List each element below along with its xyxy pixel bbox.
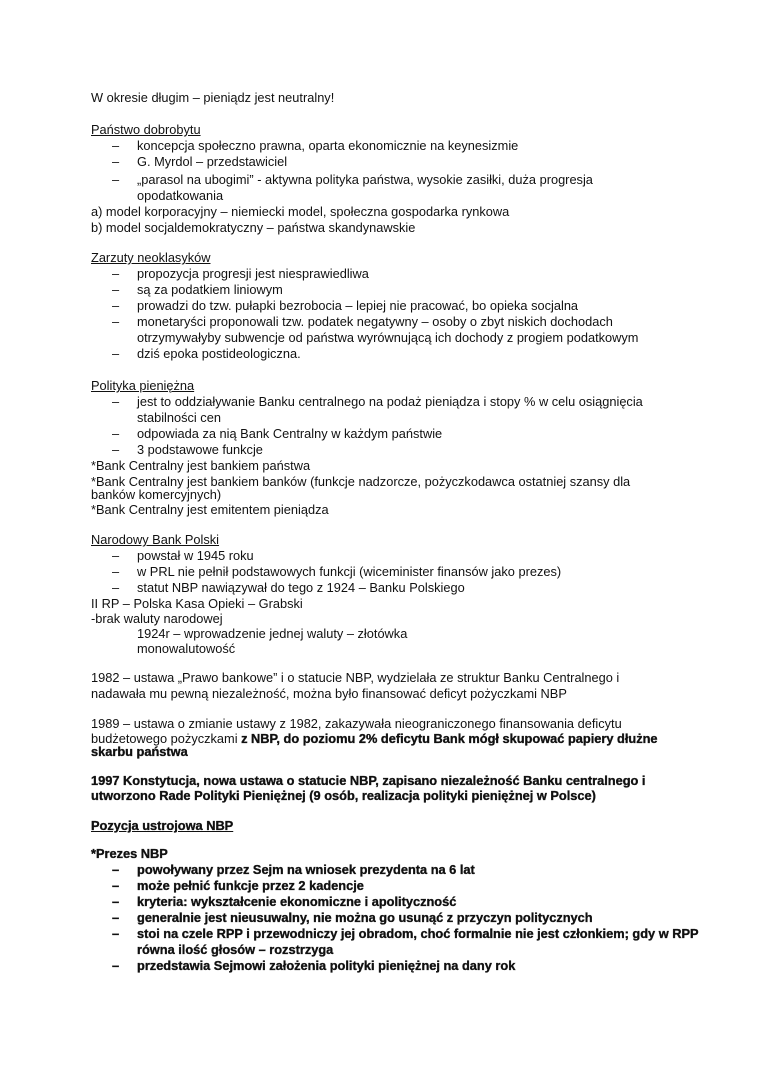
- heading-pozycja-ustrojowa: Pozycja ustrojowa NBP: [91, 818, 234, 833]
- bullet-dash: –: [112, 394, 120, 409]
- bullet-dash: –: [112, 298, 120, 313]
- bank-line: *Bank Centralny jest bankiem państwa: [91, 458, 311, 473]
- list-item: – propozycja progresji jest niesprawiedliwa: [112, 266, 369, 281]
- list-item: – odpowiada za nią Bank Centralny w każdym państwie: [112, 426, 443, 441]
- list-item-continuation: równa ilość głosów – rozstrzyga: [137, 942, 334, 957]
- bullet-dash: –: [112, 910, 120, 925]
- list-zarzuty: [91, 266, 638, 362]
- paragraph-1982: 1982 – ustawa „Prawo bankowe” i o statucie NBP, wydzielała ze struktur Banku Centralnego i: [91, 670, 620, 685]
- bullet-dash: –: [112, 926, 120, 941]
- model-b-line: b) model socjaldemokratyczny – państwa skandynawskie: [91, 220, 416, 235]
- bullet-dash: –: [112, 564, 120, 579]
- list-item: – „parasol na ubogimi” - aktywna polityka państwa, wysokie zasiłki, duża progresja: [112, 172, 593, 187]
- paragraph-1982: nadawała mu pewną niezależność, można było finansować deficyt pożyczkami NBP: [91, 686, 567, 701]
- indented-line: monowalutowość: [137, 641, 236, 656]
- bullet-dash: –: [112, 894, 120, 909]
- bullet-dash: –: [112, 548, 120, 563]
- bullet-dash: –: [112, 314, 120, 329]
- list-item: – generalnie jest nieusuwalny, nie można go usunąć z przyczyn politycznych: [112, 910, 593, 925]
- brak-waluty-line: -brak waluty narodowej: [91, 611, 223, 626]
- heading-narodowy-bank-polski: Narodowy Bank Polski: [91, 532, 220, 547]
- intro-line: W okresie długim – pieniądz jest neutralny!: [91, 90, 335, 105]
- paragraph-1989: skarbu państwa: [91, 744, 188, 759]
- list-item: – 3 podstawowe funkcje: [112, 442, 263, 457]
- bullet-dash: –: [112, 172, 120, 187]
- ii-rp-line: II RP – Polska Kasa Opieki – Grabski: [91, 596, 303, 611]
- list-item: – stoi na czele RPP i przewodniczy jej obradom, choć formalnie nie jest członkiem; gdy w RPP: [112, 926, 699, 941]
- list-panstwo-dobrobytu: [91, 138, 593, 204]
- heading-zarzuty-neoklasykow: Zarzuty neoklasyków: [91, 250, 211, 265]
- bank-line: *Bank Centralny jest bankiem banków (funkcje nadzorcze, pożyczkodawca ostatniej szansy dla: [91, 474, 631, 489]
- bullet-dash: –: [112, 282, 120, 297]
- bank-line: banków komercyjnych): [91, 487, 222, 502]
- bullet-dash: –: [112, 138, 120, 153]
- paragraph-1997: utworzono Rade Polityki Pieniężnej (9 osób, realizacja polityki pieniężnej w Polsce): [91, 788, 596, 803]
- list-item: – monetaryści proponowali tzw. podatek negatywny – osoby o zbyt niskich dochodach: [112, 314, 613, 329]
- bullet-dash: –: [112, 266, 120, 281]
- list-item-continuation: stabilności cen: [137, 410, 221, 425]
- list-item: – powoływany przez Sejm na wniosek prezydenta na 6 lat: [112, 862, 475, 877]
- indented-line: 1924r – wprowadzenie jednej waluty – złotówka: [137, 626, 408, 641]
- list-item-continuation: opodatkowania: [137, 188, 224, 203]
- list-item: – jest to oddziaływanie Banku centralnego na podaż pieniądza i stopy % w celu osiągnięcia: [112, 394, 643, 409]
- heading-polityka-pieniezna: Polityka pieniężna: [91, 378, 195, 393]
- paragraph-1997: 1997 Konstytucja, nowa ustawa o statucie NBP, zapisano niezależność Banku centralnego i: [91, 773, 646, 788]
- paragraph-1989: 1989 – ustawa o zmianie ustawy z 1982, zakazywała nieograniczonego finansowania deficytu: [91, 716, 622, 731]
- heading-panstwo-dobrobytu: Państwo dobrobytu: [91, 122, 201, 137]
- bullet-dash: –: [112, 878, 120, 893]
- bullet-dash: –: [112, 426, 120, 441]
- list-item: – są za podatkiem liniowym: [112, 282, 283, 297]
- list-prezes-nbp: [91, 862, 699, 974]
- list-item-continuation: otrzymywałyby subwencje od państwa wyrównującą ich dochody z progiem podatkowym: [137, 330, 639, 345]
- list-item: – kryteria: wykształcenie ekonomiczne i apolityczność: [112, 894, 457, 909]
- list-item: – dziś epoka postideologiczna.: [112, 346, 301, 361]
- list-item: – G. Myrdol – przedstawiciel: [112, 154, 288, 169]
- bullet-dash: –: [112, 346, 120, 361]
- list-item: – statut NBP nawiązywał do tego z 1924 – Banku Polskiego: [112, 580, 465, 595]
- bullet-dash: –: [112, 154, 120, 169]
- list-item: – może pełnić funkcje przez 2 kadencje: [112, 878, 364, 893]
- list-item: – koncepcja społeczno prawna, oparta ekonomicznie na keynesizmie: [112, 138, 519, 153]
- bank-line: *Bank Centralny jest emitentem pieniądza: [91, 502, 329, 517]
- list-item: – prowadzi do tzw. pułapki bezrobocia – lepiej nie pracować, bo opieka socjalna: [112, 298, 579, 313]
- list-item: – przedstawia Sejmowi założenia polityki pieniężnej na dany rok: [112, 958, 516, 973]
- bullet-dash: –: [112, 958, 120, 973]
- list-polityka-pieniezna: [91, 394, 643, 458]
- bullet-dash: –: [112, 442, 120, 457]
- model-a-line: a) model korporacyjny – niemiecki model, społeczna gospodarka rynkowa: [91, 204, 510, 219]
- list-nbp: [91, 548, 561, 596]
- list-item: – powstał w 1945 roku: [112, 548, 254, 563]
- paragraph-1989: budżetowego pożyczkami z NBP, do poziomu 2% deficytu Bank mógł skupować papiery dłużne: [91, 731, 658, 746]
- list-item: – w PRL nie pełnił podstawowych funkcji (wiceminister finansów jako prezes): [112, 564, 562, 579]
- bullet-dash: –: [112, 862, 120, 877]
- prezes-nbp-label: *Prezes NBP: [91, 846, 168, 861]
- bullet-dash: –: [112, 580, 120, 595]
